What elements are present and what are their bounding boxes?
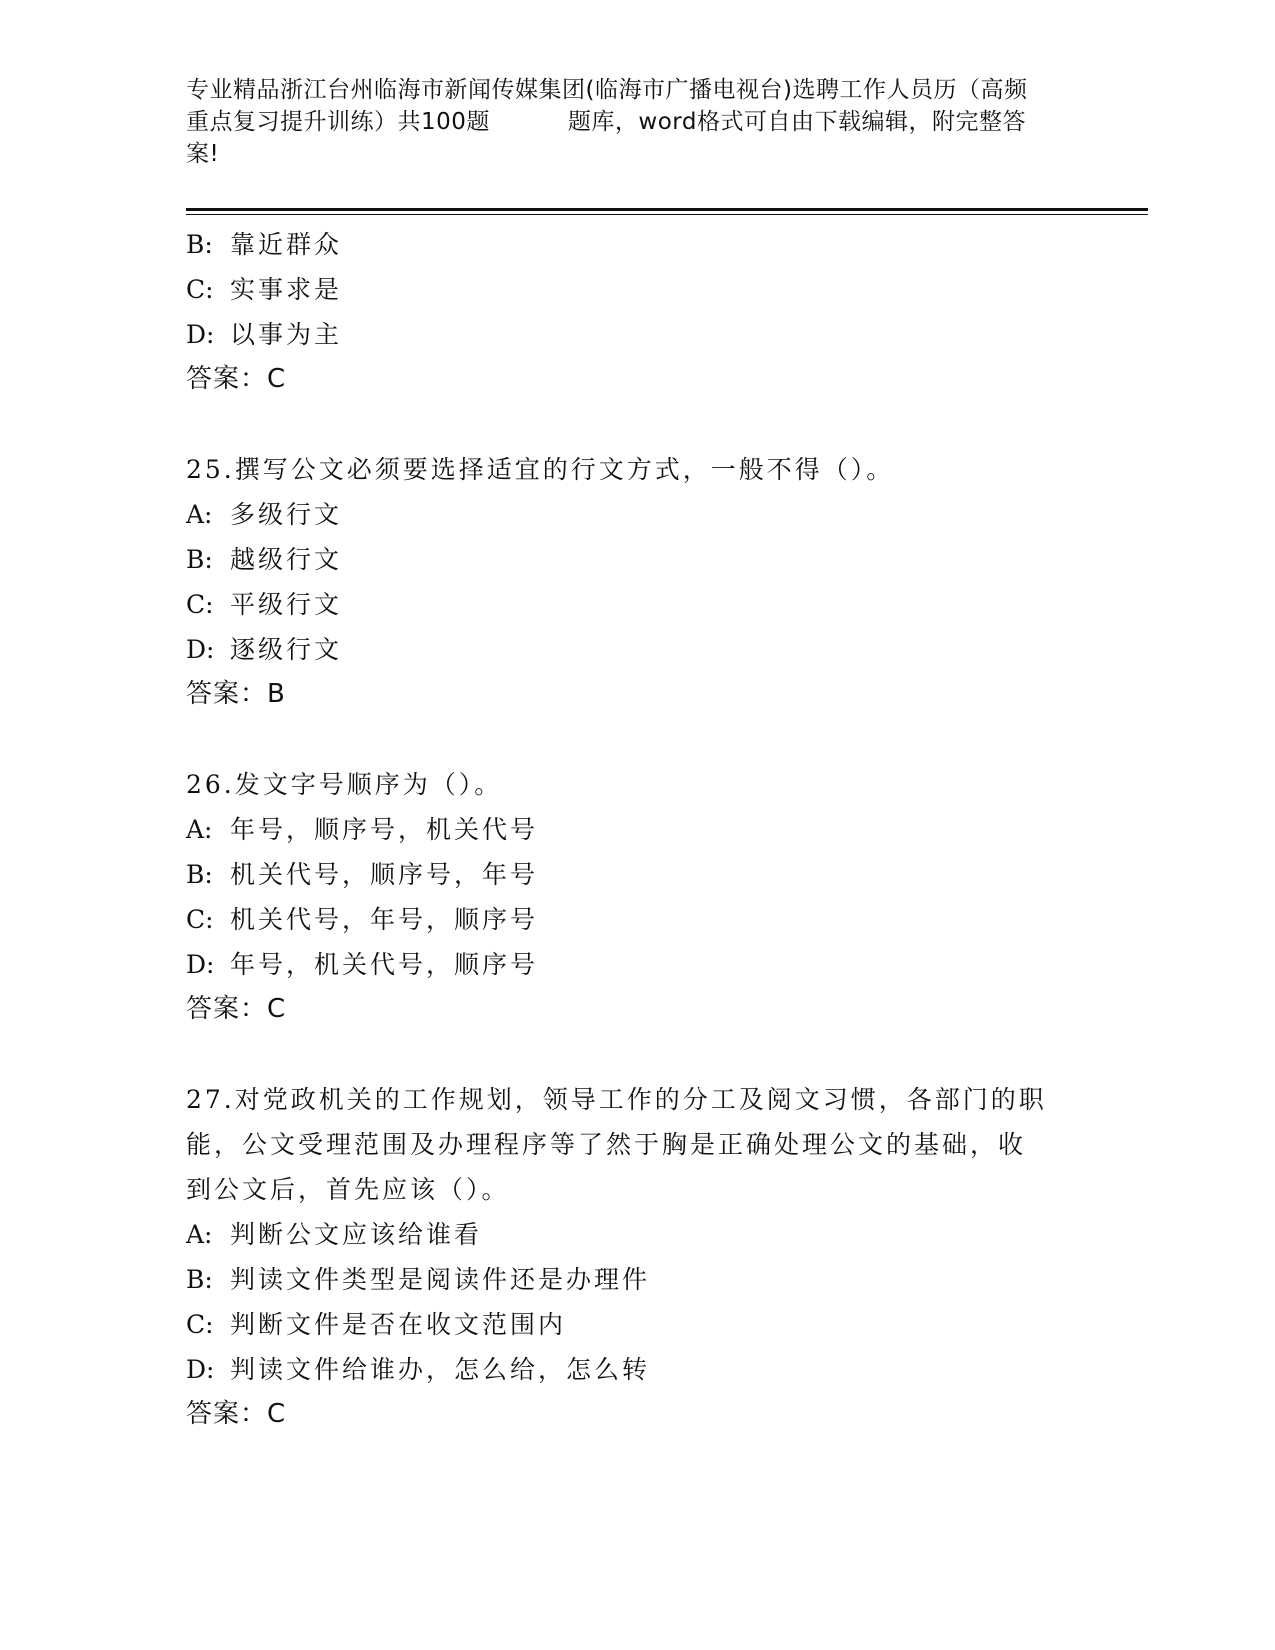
question-27 <box>186 1077 1086 1437</box>
option-line: B: 判读文件类型是阅读件还是办理件 <box>186 1265 651 1294</box>
option-line: D: 年号，机关代号，顺序号 <box>186 950 539 979</box>
option-line: A: 判断公文应该给谁看 <box>186 1220 483 1249</box>
answer-line: 答案：C <box>186 364 287 394</box>
option-line: D: 判读文件给谁办，怎么给，怎么转 <box>186 1355 651 1384</box>
previous-question-tail <box>186 222 1086 402</box>
header-rule-thick <box>186 208 1148 211</box>
option-line: D: 逐级行文 <box>186 635 343 664</box>
option-line: C: 机关代号，年号，顺序号 <box>186 905 539 934</box>
option-line: C: 平级行文 <box>186 590 343 619</box>
header-line-2 <box>186 106 1086 138</box>
question-stem: 25.撰写公文必须要选择适宜的行文方式，一般不得（）。 <box>186 455 895 484</box>
question-content <box>186 222 1086 1437</box>
answer-line: 答案：C <box>186 1399 287 1429</box>
header-line-3: 案! <box>186 141 220 167</box>
question-25 <box>186 447 1086 717</box>
question-stem: 27.对党政机关的工作规划，领导工作的分工及阅文习惯，各部门的职 <box>186 1085 1047 1114</box>
question-stem: 26.发文字号顺序为（）。 <box>186 770 503 799</box>
answer-line: 答案：C <box>186 994 287 1024</box>
question-26 <box>186 762 1086 1032</box>
question-stem: 能，公文受理范围及办理程序等了然于胸是正确处理公文的基础，收 <box>186 1130 1027 1159</box>
option-line: D: 以事为主 <box>186 320 343 349</box>
option-line: A: 年号，顺序号，机关代号 <box>186 815 539 844</box>
question-stem: 到公文后，首先应该（）。 <box>186 1175 510 1204</box>
option-line: B: 机关代号，顺序号，年号 <box>186 860 539 889</box>
header-line-2a: 重点复习提升训练）共100题 <box>186 109 490 135</box>
option-line: A: 多级行文 <box>186 500 343 529</box>
option-line: B: 靠近群众 <box>186 230 343 259</box>
header-line-2b: 题库，word格式可自由下载编辑，附完整答 <box>567 109 1026 135</box>
header-line-1: 专业精品浙江台州临海市新闻传媒集团(临海市广播电视台)选聘工作人员历（高频 <box>186 77 1028 103</box>
option-line: C: 实事求是 <box>186 275 343 304</box>
header-rule-thin <box>186 214 1148 215</box>
answer-line: 答案：B <box>186 679 286 709</box>
option-line: C: 判断文件是否在收文范围内 <box>186 1310 567 1339</box>
document-header <box>186 74 1086 170</box>
option-line: B: 越级行文 <box>186 545 343 574</box>
